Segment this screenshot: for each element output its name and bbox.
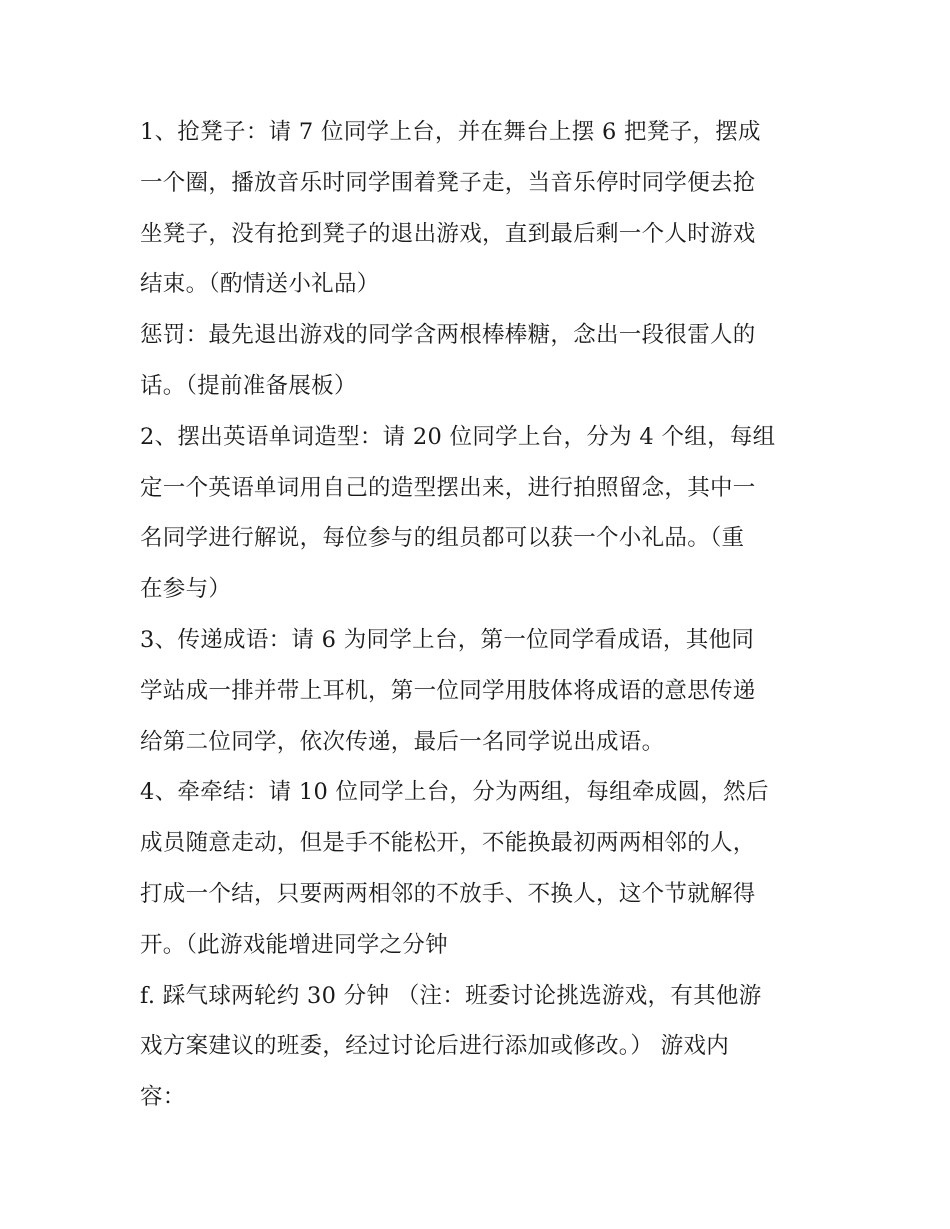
text-line: 成员随意走动，但是手不能松开，不能换最初两两相邻的人， [140,830,756,857]
text-line: 给第二位同学，依次传递，最后一名同学说出成语。 [140,728,665,755]
text-line: 结束。（酌情送小礼品） [140,271,380,298]
text-line: 戏方案建议的班委，经过讨论后进行添加或修改。） 游戏内 [140,1033,730,1060]
text-line: 4、牵牵结：请 10 位同学上台，分为两组，每组牵成圆，然后 [140,779,769,806]
document-body [140,107,820,1123]
text-line: 坐凳子，没有抢到凳子的退出游戏，直到最后剩一个人时游戏 [140,220,756,247]
text-line: 学站成一排并带上耳机，第一位同学用肢体将成语的意思传递 [140,677,756,704]
text-line: 在参与） [140,576,232,603]
text-line: 1、抢凳子：请 7 位同学上台，并在舞台上摆 6 把凳子，摆成 [140,119,761,145]
text-line: 容： [140,1084,186,1111]
text-line: 2、摆出英语单词造型：请 20 位同学上台，分为 4 个组，每组 [140,423,776,450]
text-line: 3、传递成语：请 6 为同学上台，第一位同学看成语，其他同 [140,626,755,653]
text-line: 定一个英语单词用自己的造型摆出来，进行拍照留念，其中一 [140,474,756,501]
text-line: f. 踩气球两轮约 30 分钟 （注：班委讨论挑选游戏，有其他游 [140,982,762,1009]
text-line: 一个圈，播放音乐时同学围着凳子走，当音乐停时同学便去抢 [140,169,756,196]
text-line: 打成一个结，只要两两相邻的不放手、不换人，这个节就解得 [140,880,756,907]
text-line: 名同学进行解说，每位参与的组员都可以获一个小礼品。（重 [140,525,745,552]
text-line: 惩罚：最先退出游戏的同学含两根棒棒糖，念出一段很雷人的 [140,322,756,349]
text-line: 开。（此游戏能增进同学之分钟 [140,931,448,958]
text-line: 话。（提前准备展板） [140,372,357,399]
